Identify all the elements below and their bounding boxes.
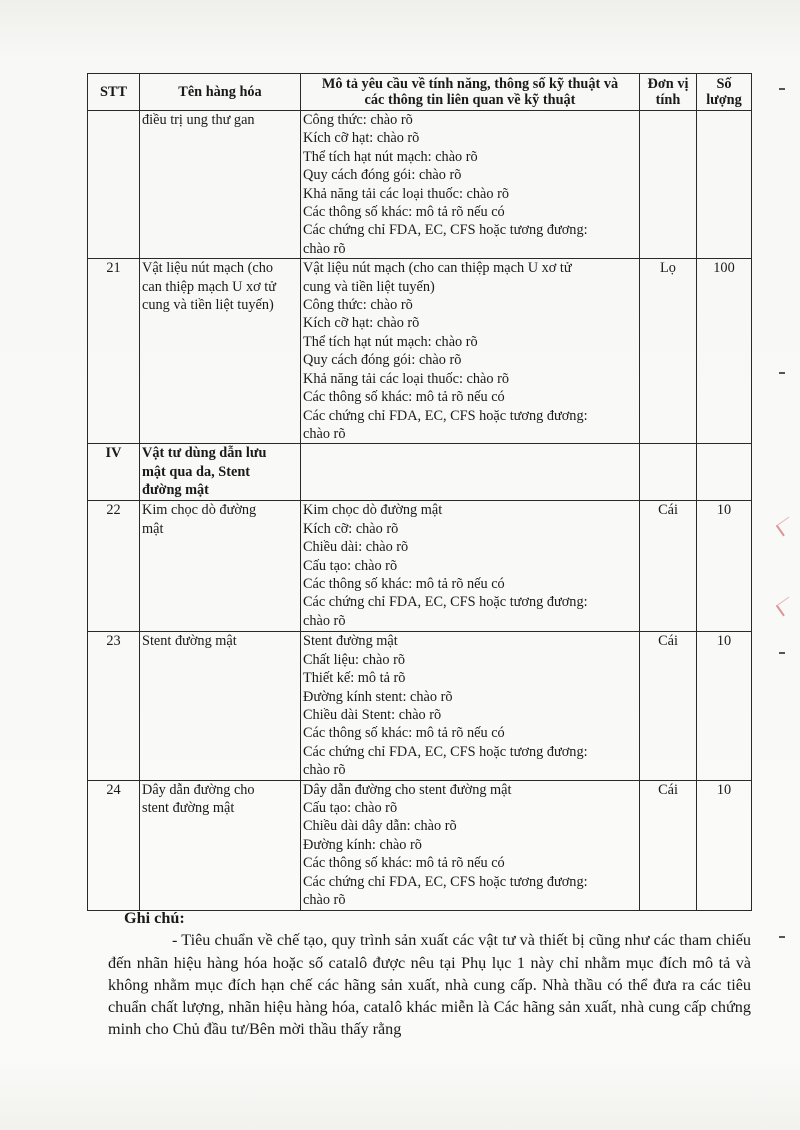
row-stt: 23 <box>88 632 140 780</box>
item-name-line: điều trị ung thư gan <box>142 112 255 128</box>
item-name-line: Dây dẫn đường cho <box>142 781 255 798</box>
description-line: Kích cỡ hạt: chào rõ <box>303 130 420 147</box>
description-line: Các thông số khác: mô tả rõ nếu có <box>303 725 505 742</box>
item-name-line: stent đường mật <box>142 799 235 816</box>
row-stt: IV <box>88 444 140 501</box>
item-name-line: cung và tiền liệt tuyến) <box>142 297 274 314</box>
description-line: Chiều dài: chào rõ <box>303 539 409 556</box>
row-stt: 22 <box>88 501 140 632</box>
item-name-line: can thiệp mạch U xơ tử <box>142 278 277 295</box>
row-unit: Cái <box>640 501 697 632</box>
row-unit <box>640 444 697 501</box>
description-line: Công thức: chào rõ <box>303 112 413 128</box>
row-group-name <box>140 444 301 501</box>
description-line: Dây dẫn đường cho stent đường mật <box>303 781 512 798</box>
table-row <box>88 780 752 910</box>
header-unit-line: tính <box>655 92 681 108</box>
header-description <box>301 74 640 111</box>
header-description-line: các thông tin liên quan về kỹ thuật <box>364 92 576 108</box>
table-group-row <box>88 444 752 501</box>
description-line: Đường kính stent: chào rõ <box>303 688 453 705</box>
description-line: Kim chọc dò đường mật <box>303 502 443 519</box>
description-line: chào rõ <box>303 762 346 779</box>
description-line: Vật liệu nút mạch (cho can thiệp mạch U xơ tử <box>303 260 572 277</box>
table-row <box>88 501 752 632</box>
row-quantity: 10 <box>697 501 752 632</box>
table-row <box>88 111 752 259</box>
description-line: Các thông số khác: mô tả rõ nếu có <box>303 389 505 406</box>
row-description <box>301 780 640 910</box>
row-quantity <box>697 444 752 501</box>
description-line: Stent đường mật <box>303 633 398 650</box>
specification-table <box>87 73 752 911</box>
row-unit: Cái <box>640 632 697 780</box>
header-quantity-line: lượng <box>706 92 742 108</box>
margin-mark <box>779 372 785 374</box>
header-quantity <box>697 74 752 111</box>
description-line: Các thông số khác: mô tả rõ nếu có <box>303 855 505 872</box>
description-line: Chất liệu: chào rõ <box>303 651 406 668</box>
group-name-line: đường mật <box>142 482 209 499</box>
row-quantity: 10 <box>697 780 752 910</box>
description-line: Thiết kế: mô tả rõ <box>303 670 406 687</box>
margin-mark <box>779 88 785 90</box>
description-line: chào rõ <box>303 240 346 257</box>
row-item-name <box>140 111 301 259</box>
header-item-name: Tên hàng hóa <box>140 74 301 111</box>
row-description <box>301 111 640 259</box>
row-item-name <box>140 632 301 780</box>
notes-title: Ghi chú: <box>124 909 185 927</box>
row-quantity <box>697 111 752 259</box>
row-description <box>301 259 640 444</box>
row-item-name <box>140 259 301 444</box>
description-line: Thể tích hạt nút mạch: chào rõ <box>303 148 478 165</box>
description-line: Đường kính: chào rõ <box>303 836 422 853</box>
item-name-line: Stent đường mật <box>142 633 237 650</box>
row-item-name <box>140 780 301 910</box>
description-line: Chiều dài dây dẫn: chào rõ <box>303 818 457 835</box>
description-line: Các chứng chỉ FDA, EC, CFS hoặc tương đương: <box>303 743 588 760</box>
row-stt <box>88 111 140 259</box>
row-unit: Lọ <box>640 259 697 444</box>
description-line: Công thức: chào rõ <box>303 297 413 314</box>
description-line: Thể tích hạt nút mạch: chào rõ <box>303 333 478 350</box>
description-line: Các chứng chỉ FDA, EC, CFS hoặc tương đương: <box>303 873 588 890</box>
description-line: Các chứng chỉ FDA, EC, CFS hoặc tương đương: <box>303 222 588 239</box>
row-stt: 21 <box>88 259 140 444</box>
description-line: Các thông số khác: mô tả rõ nếu có <box>303 575 505 592</box>
row-unit <box>640 111 697 259</box>
notes-body: - Tiêu chuẩn về chế tạo, quy trình sản xuất các vật tư và thiết bị cũng như các tham chiếu đến nhãn hiệu hàng hóa hoặc số catalô được nêu tại Phụ lục 1 này chỉ nhằm mục đích mô tả và không nhằm mục đích hạn chế các hãng sản xuất, nhà cung cấp. Nhà thầu có thể đưa ra các tiêu chuẩn chất lượng, nhãn hiệu hàng hóa, catalô khác miễn là Các hãng sản xuất, nhà cung cấp chứng minh cho Chủ đầu tư/Bên mời thầu thấy rằng <box>108 931 751 1039</box>
description-line: Cấu tạo: chào rõ <box>303 557 398 574</box>
description-line: cung và tiền liệt tuyến) <box>303 278 435 295</box>
table-row <box>88 259 752 444</box>
description-line: chào rõ <box>303 425 346 442</box>
margin-mark <box>779 652 785 654</box>
table-header-row <box>88 74 752 111</box>
description-line: Khả năng tải các loại thuốc: chào rõ <box>303 370 510 387</box>
description-line: Kích cỡ hạt: chào rõ <box>303 315 420 332</box>
row-item-name <box>140 501 301 632</box>
description-line: Các thông số khác: mô tả rõ nếu có <box>303 204 505 221</box>
row-quantity: 100 <box>697 259 752 444</box>
item-name-line: Vật liệu nút mạch (cho <box>142 260 274 277</box>
header-unit <box>640 74 697 111</box>
group-name-line: mật qua da, Stent <box>142 463 251 480</box>
description-line: Quy cách đóng gói: chào rõ <box>303 352 462 369</box>
row-unit: Cái <box>640 780 697 910</box>
description-line: chào rõ <box>303 892 346 908</box>
row-description <box>301 501 640 632</box>
header-quantity-line: Số <box>716 76 732 92</box>
row-description <box>301 444 640 501</box>
item-name-line: Kim chọc dò đường <box>142 502 257 519</box>
description-line: Các chứng chỉ FDA, EC, CFS hoặc tương đương: <box>303 407 588 424</box>
description-line: Khả năng tải các loại thuốc: chào rõ <box>303 185 510 202</box>
header-unit-line: Đơn vị <box>647 76 689 92</box>
row-quantity: 10 <box>697 632 752 780</box>
description-line: Các chứng chỉ FDA, EC, CFS hoặc tương đương: <box>303 594 588 611</box>
description-line: Cấu tạo: chào rõ <box>303 799 398 816</box>
header-stt: STT <box>88 74 140 111</box>
description-line: Kích cỡ: chào rõ <box>303 520 399 537</box>
table-row <box>88 632 752 780</box>
row-description <box>301 632 640 780</box>
item-name-line: mật <box>142 520 164 537</box>
description-line: chào rõ <box>303 612 346 629</box>
group-name-line: Vật tư dùng dẫn lưu <box>142 445 267 462</box>
notes-section <box>108 907 751 1041</box>
margin-mark <box>779 936 785 938</box>
header-description-line: Mô tả yêu cầu về tính năng, thông số kỹ thuật và <box>321 76 619 92</box>
description-line: Chiều dài Stent: chào rõ <box>303 706 442 723</box>
description-line: Quy cách đóng gói: chào rõ <box>303 167 462 184</box>
row-stt: 24 <box>88 780 140 910</box>
